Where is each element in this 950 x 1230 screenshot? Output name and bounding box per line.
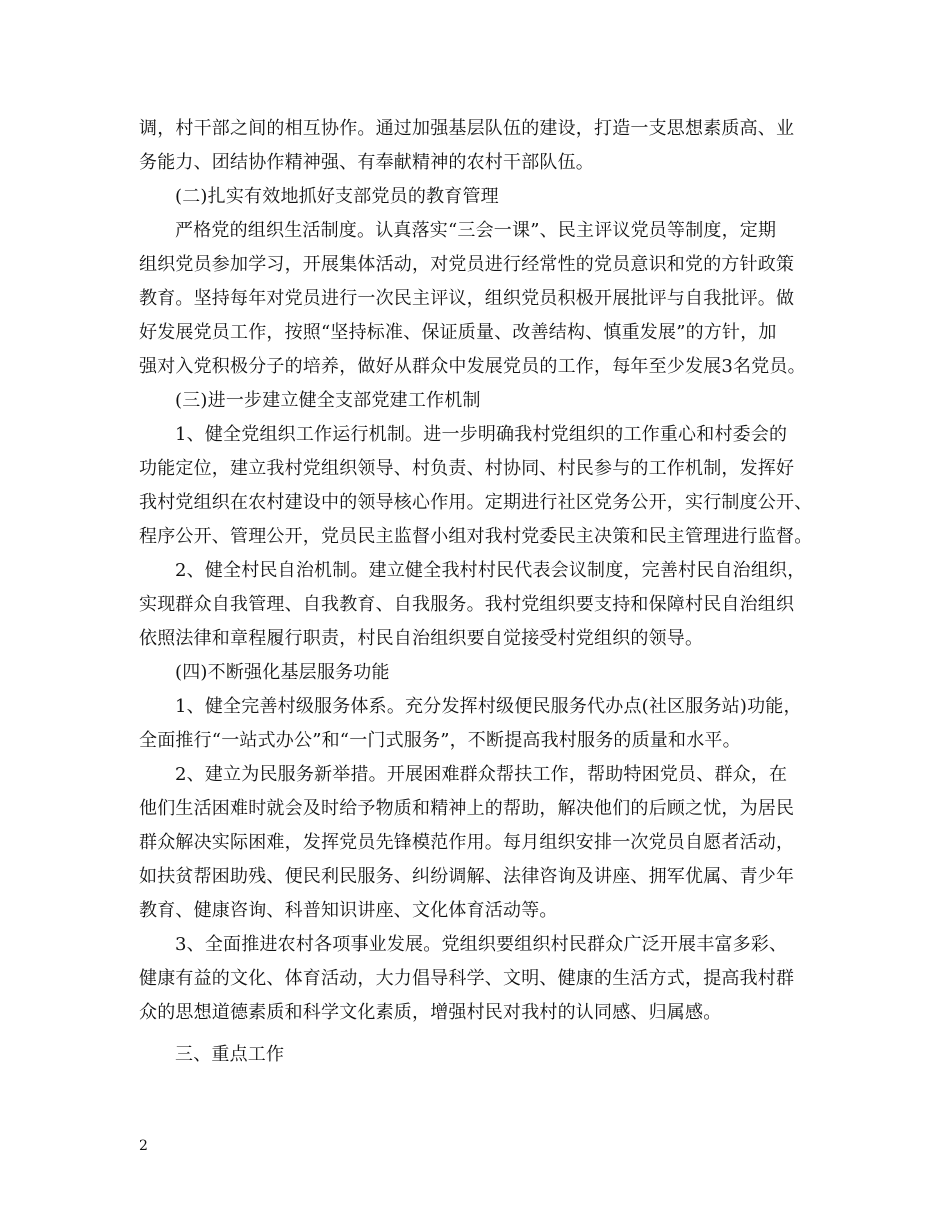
text-line: 群众解决实际困难，发挥党员先锋模范作用。每月组织安排一次党员自愿者活动， xyxy=(139,832,795,853)
section-heading: (二)扎实有效地抓好支部党员的教育管理 xyxy=(175,186,499,207)
text-line: 务能力、团结协作精神强、有奉献精神的农村干部队伍。 xyxy=(139,152,594,173)
text-line: 严格党的组织生活制度。认真落实“三会一课”、民主评议党员等制度，定期 xyxy=(175,220,777,241)
text-line: 功能定位，建立我村党组织领导、村负责、村协同、村民参与的工作机制，发挥好 xyxy=(139,458,795,479)
text-line: 如扶贫帮困助残、便民利民服务、纠纷调解、法律咨询及讲座、拥军优属、青少年 xyxy=(139,866,795,887)
text-line: 1、健全完善村级服务体系。充分发挥村级便民服务代办点(社区服务站)功能， xyxy=(175,696,802,717)
text-line: 2、健全村民自治机制。建立健全我村村民代表会议制度，完善村民自治组织， xyxy=(175,560,806,581)
text-line: 实现群众自我管理、自我教育、自我服务。我村党组织要支持和保障村民自治组织 xyxy=(139,594,795,615)
text-line: 好发展党员工作，按照“坚持标准、保证质量、改善结构、慎重发展”的方针，加 xyxy=(139,322,777,343)
text-line: 调，村干部之间的相互协作。通过加强基层队伍的建设，打造一支思想素质高、业 xyxy=(139,118,795,139)
text-line: 强对入党积极分子的培养，做好从群众中发展党员的工作，每年至少发展3名党员。 xyxy=(139,356,806,377)
text-line: 1、健全党组织工作运行机制。进一步明确我村党组织的工作重心和村委会的 xyxy=(175,424,788,445)
text-line: 我村党组织在农村建设中的领导核心作用。定期进行社区党务公开，实行制度公开、 xyxy=(139,492,813,513)
text-line: 2、建立为民服务新举措。开展困难群众帮扶工作，帮助特困党员、群众，在 xyxy=(175,764,788,785)
text-line: 3、全面推进农村各项事业发展。党组织要组织村民群众广泛开展丰富多彩、 xyxy=(175,934,788,955)
section-heading: 三、重点工作 xyxy=(175,1044,285,1065)
text-line: 教育。坚持每年对党员进行一次民主评议，组织党员积极开展批评与自我批评。做 xyxy=(139,288,795,309)
text-line: 程序公开、管理公开，党员民主监督小组对我村党委民主决策和民主管理进行监督。 xyxy=(139,526,813,547)
section-heading: (三)进一步建立健全支部党建工作机制 xyxy=(175,390,481,411)
text-line: 众的思想道德素质和科学文化素质，增强村民对我村的认同感、归属感。 xyxy=(139,1002,722,1023)
text-line: 全面推行“一站式办公”和“一门式服务”，不断提高我村服务的质量和水平。 xyxy=(139,730,741,751)
document-body xyxy=(139,112,815,1072)
text-line: 教育、健康咨询、科普知识讲座、文化体育活动等。 xyxy=(139,900,558,921)
section-heading: (四)不断强化基层服务功能 xyxy=(175,662,390,683)
text-line: 组织党员参加学习，开展集体活动，对党员进行经常性的党员意识和党的方针政策 xyxy=(139,254,795,275)
text-line: 依照法律和章程履行职责，村民自治组织要自觉接受村党组织的领导。 xyxy=(139,628,704,649)
page-number: 2 xyxy=(139,1138,148,1154)
text-line: 他们生活困难时就会及时给予物质和精神上的帮助，解决他们的后顾之忧，为居民 xyxy=(139,798,795,819)
text-line: 健康有益的文化、体育活动，大力倡导科学、文明、健康的生活方式，提高我村群 xyxy=(139,968,795,989)
